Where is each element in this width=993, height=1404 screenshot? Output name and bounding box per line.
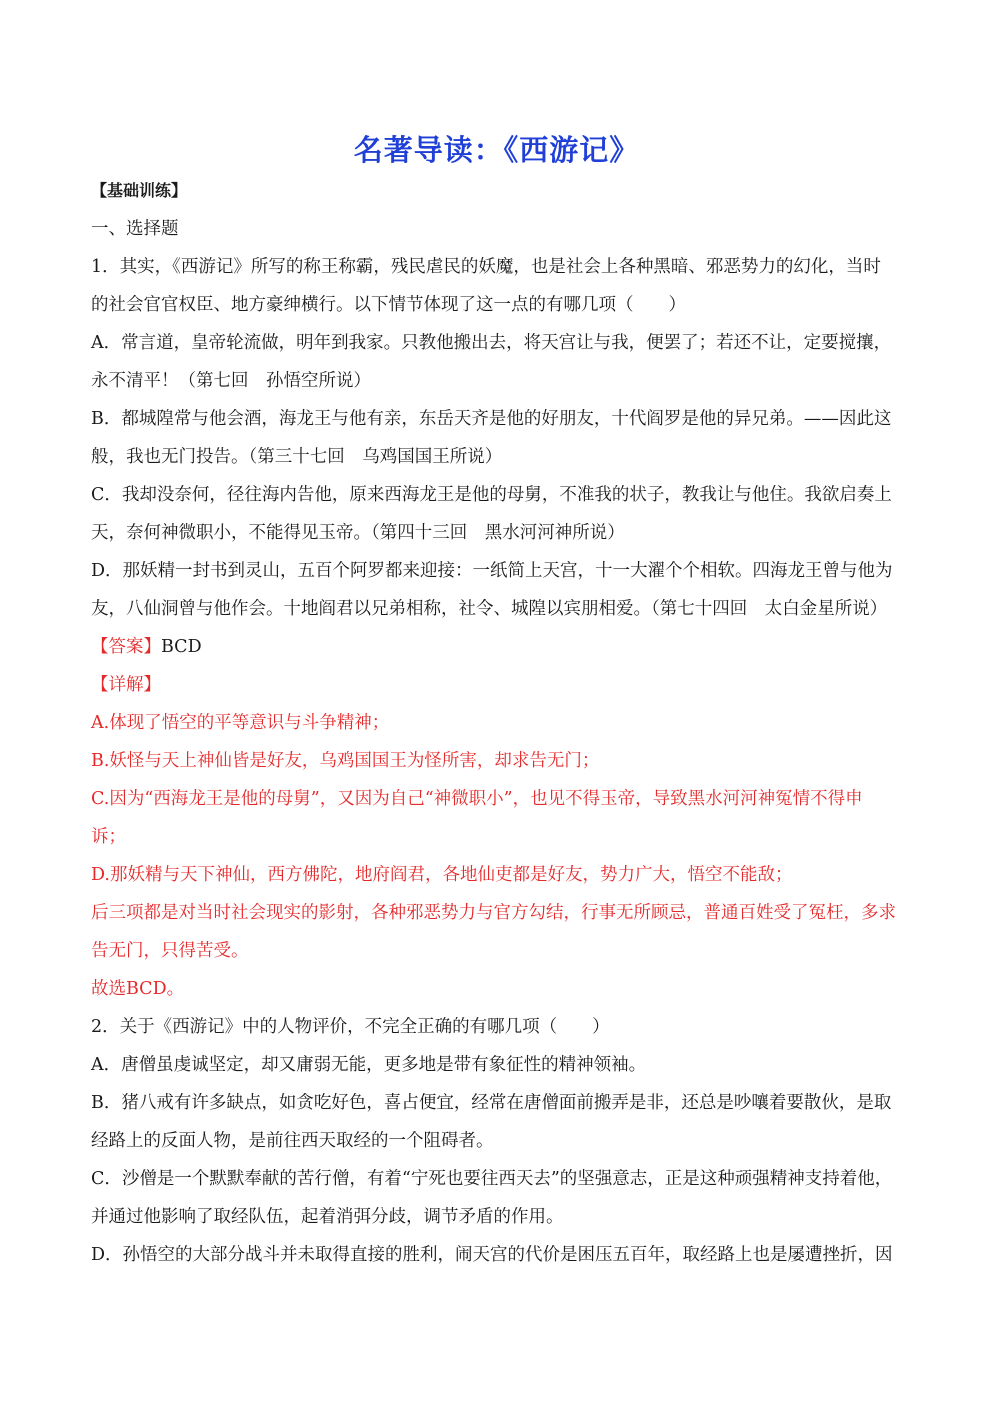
q1-detail-d: D.那妖精与天下神仙，西方佛陀，地府阎君，各地仙吏都是好友，势力广大，悟空不能敌；: [91, 865, 793, 885]
q1-detail-c-line2: 诉；: [91, 827, 126, 847]
q1-option-d-line1: D．那妖精一封书到灵山，五百个阿罗都来迎接：一纸简上天宫，十一大濯个个相软。四海龙王曾与他为: [91, 561, 893, 581]
q1-option-a-line2: 永不清平！（第七回 孙悟空所说）: [91, 371, 371, 391]
q1-option-c-line2: 天，奈何神微职小，不能得见玉帝。（第四十三回 黑水河河神所说）: [91, 523, 625, 543]
q1-summary-line1: 后三项都是对当时社会现实的影射，各种邪恶势力与官方勾结，行事无所顾忌，普通百姓受了冤枉，多求: [91, 903, 896, 923]
q2-option-c-line2: 并通过他影响了取经队伍，起着消弭分歧，调节矛盾的作用。: [91, 1207, 564, 1227]
part-heading: 一、选择题: [91, 219, 179, 239]
q2-option-b-line1: B．猪八戒有许多缺点，如贪吃好色，喜占便宜，经常在唐僧面前搬弄是非，还总是吵嚷着要散伙，是取: [91, 1093, 892, 1113]
document-body: [91, 172, 903, 1274]
q2-option-b-line2: 经路上的反面人物，是前往西天取经的一个阻碍者。: [91, 1131, 494, 1151]
q1-answer: [91, 628, 903, 666]
q1-stem-line2: 的社会官官权臣、地方豪绅横行。以下情节体现了这一点的有哪几项（ ）: [91, 295, 686, 315]
q1-detail-a: A.体现了悟空的平等意识与斗争精神；: [91, 713, 390, 733]
q2-option-c-line1: C．沙僧是一个默默奉献的苦行僧，有着“宁死也要往西天去”的坚强意志，正是这种顽强精神支持着他，: [91, 1169, 893, 1189]
answer-label: 【答案】: [91, 637, 161, 657]
q2-stem: 2．关于《西游记》中的人物评价，不完全正确的有哪几项（ ）: [91, 1017, 610, 1037]
q2-option-d-line1: D．孙悟空的大部分战斗并未取得直接的胜利，闹天宫的代价是困压五百年，取经路上也是屡遭挫折，因: [91, 1245, 893, 1265]
q1-option-b-line2: 般，我也无门投告。（第三十七回 乌鸡国国王所说）: [91, 447, 503, 467]
page-title: 名著导读：《西游记》: [353, 133, 640, 167]
section-heading: 【基础训练】: [91, 181, 188, 200]
q1-option-a-line1: A．常言道，皇帝轮流做，明年到我家。只教他搬出去，将天宫让与我，便罢了；若还不让，定要搅攘，: [91, 333, 892, 353]
q1-summary-line2: 告无门，只得苦受。: [91, 941, 249, 961]
q1-option-b-line1: B．都城隍常与他会酒，海龙王与他有亲，东岳天齐是他的好朋友，十代阎罗是他的异兄弟。——因此这: [91, 409, 892, 429]
q1-option-d-line2: 友，八仙洞曾与他作会。十地阎君以兄弟相称，社令、城隍以宾朋相爱。（第七十四回 太白金星所说）: [91, 599, 888, 619]
q1-choose: 故选BCD。: [91, 979, 185, 999]
q1-stem-line1: 1．其实，《西游记》所写的称王称霸，残民虐民的妖魔，也是社会上各种黑暗、邪恶势力的幻化，当时: [91, 257, 881, 277]
q1-option-c-line1: C．我却没奈何，径往海内告他，原来西海龙王是他的母舅，不准我的状子，教我让与他住。我欲启奏上: [91, 485, 892, 505]
answer-value: BCD: [161, 637, 202, 657]
detail-label: 【详解】: [91, 675, 161, 695]
q2-option-a-line1: A．唐僧虽虔诚坚定，却又庸弱无能，更多地是带有象征性的精神领袖。: [91, 1055, 647, 1075]
q1-detail-b: B.妖怪与天上神仙皆是好友，乌鸡国国王为怪所害，却求告无门；: [91, 751, 600, 771]
q1-detail-c-line1: C.因为“西海龙王是他的母舅”，又因为自己“神微职小”，也见不得玉帝，导致黑水河河神冤情不得申: [91, 789, 863, 809]
